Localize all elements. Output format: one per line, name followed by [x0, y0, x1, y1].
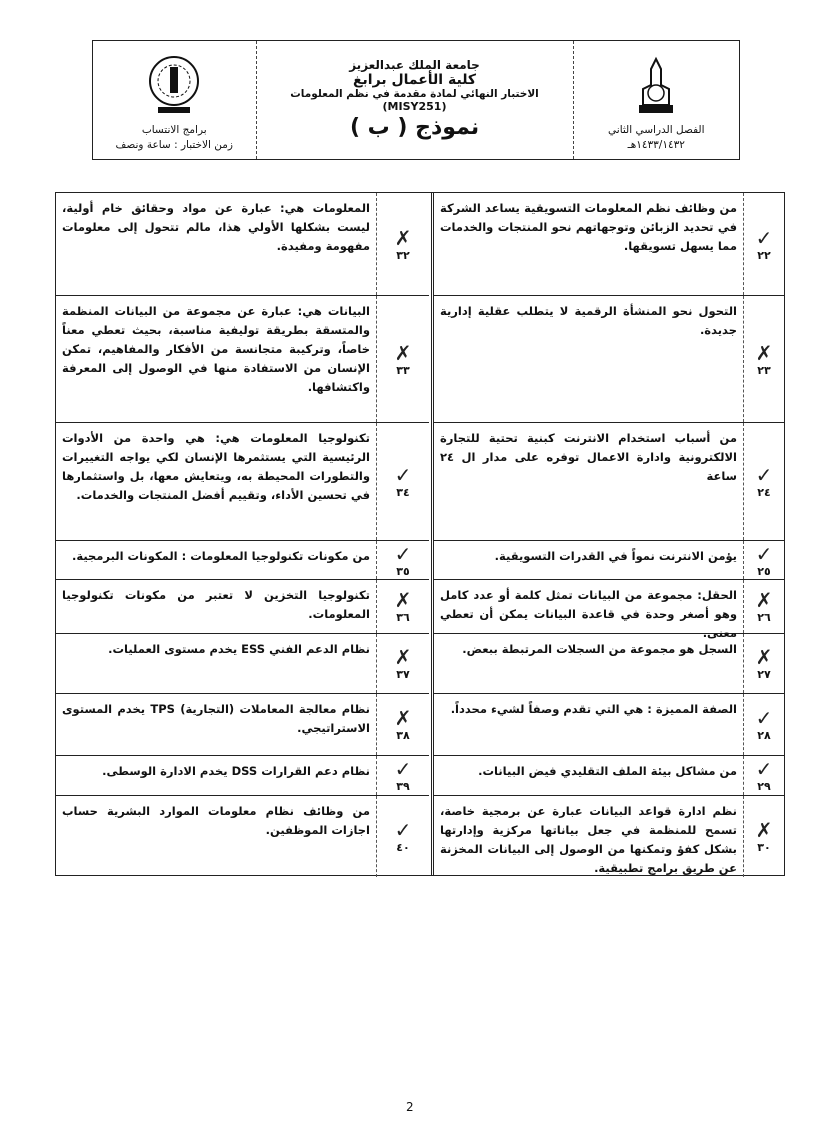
- cross-mark-icon: ✗: [394, 340, 412, 365]
- question-row: [434, 796, 784, 877]
- questions-table: [55, 192, 785, 876]
- question-number-cell: [743, 796, 784, 877]
- exam-duration: زمن الاختبار : ساعة ونصف: [115, 139, 233, 151]
- cross-mark-icon: ✗: [755, 588, 773, 612]
- course-code: (MISY251): [382, 99, 447, 113]
- program: برامج الانتساب: [141, 124, 207, 136]
- question-text: من وظائف نظام معلومات الموارد البشرية حساب اجازات الموظفين.: [62, 804, 370, 837]
- question-row: [434, 193, 784, 296]
- question-row: [56, 193, 429, 296]
- question-number-cell: [376, 193, 429, 295]
- question-number-cell: [376, 796, 429, 877]
- question-text: نظام الدعم الفني ESS يخدم مستوى العمليات.: [108, 642, 370, 656]
- question-number-cell: [743, 580, 784, 633]
- question-row: [434, 541, 784, 580]
- question-number: ٣٠: [757, 841, 771, 854]
- cross-mark-icon: ✗: [394, 706, 412, 730]
- check-mark-icon: ✓: [755, 706, 773, 730]
- cross-mark-icon: ✗: [394, 645, 412, 669]
- check-mark-icon: ✓: [394, 541, 412, 566]
- cross-mark-icon: ✗: [755, 645, 773, 669]
- check-mark-icon: ✓: [755, 463, 773, 487]
- question-number-cell: [376, 634, 429, 693]
- question-text: تكنولوجيا التخزين لا تعتبر من مكونات تكنولوجيا المعلومات.: [62, 588, 370, 621]
- academic-year: ١٤٣٣/١٤٣٢هـ: [627, 139, 685, 151]
- question-number-cell: [743, 541, 784, 579]
- question-number: ٢٧: [757, 668, 771, 681]
- check-mark-icon: ✓: [394, 463, 412, 487]
- cross-mark-icon: ✗: [394, 588, 412, 612]
- question-text: من مكونات تكنولوجيا المعلومات : المكونات البرمجية.: [71, 549, 370, 563]
- exam-model: نموذج ( ب ): [349, 114, 480, 140]
- question-row: [56, 541, 429, 580]
- question-row: [56, 296, 429, 423]
- question-row: [434, 580, 784, 640]
- question-number-cell: [376, 580, 429, 633]
- question-number: ٣٩: [396, 780, 410, 793]
- question-row: [434, 756, 784, 796]
- question-number-cell: [376, 541, 429, 579]
- question-number: ٢٤: [757, 486, 771, 499]
- question-text: من وظائف نظم المعلومات التسويقية يساعد الشركة في تحديد الزبائن وتوجهاتهم نحو المنتجات والخدمات مما يسهل تسويقها.: [440, 201, 737, 253]
- question-text: نظام معالجة المعاملات (التجارية) TPS يخدم المستوى الاستراتيجي.: [62, 702, 370, 735]
- question-text: السجل هو مجموعة من السجلات المرتبطة ببعض.: [462, 642, 737, 656]
- question-number: ٤٠: [396, 841, 410, 854]
- question-row: [56, 796, 429, 877]
- question-row: [56, 580, 429, 634]
- question-number: ٢٥: [757, 564, 771, 578]
- question-number: ٢٢: [757, 248, 771, 262]
- question-row: [56, 634, 429, 694]
- university-logo-icon: [631, 55, 681, 117]
- university-name: جامعة الملك عبدالعزيز: [349, 57, 480, 72]
- question-row: [434, 296, 784, 423]
- header-right: [573, 41, 739, 159]
- question-number: ٢٨: [757, 729, 771, 742]
- question-number: ٢٣: [757, 363, 771, 377]
- left-questions-column: [56, 193, 429, 875]
- question-number: ٣٨: [396, 729, 410, 742]
- question-text: نظم ادارة قواعد البيانات عبارة عن برمجية خاصة، تسمح للمنظمة في جعل بياناتها مركزية وإدارتها بشكل كفؤ وتمكنها من الوصول إلى البيانات المخزنة عن طريق برامج تطبيقية.: [440, 804, 737, 875]
- question-text: التحول نحو المنشأة الرقمية لا يتطلب عقلية إدارية جديدة.: [440, 304, 737, 337]
- question-number: ٣٤: [396, 486, 410, 499]
- question-row: [56, 756, 429, 796]
- header-left: [93, 41, 256, 159]
- cross-mark-icon: ✗: [394, 225, 412, 250]
- question-text: المعلومات هي: عبارة عن مواد وحقائق خام أولية، ليست بشكلها الأولي هذا، مالم تتحول إلى معلومات مفهومة ومفيدة.: [62, 201, 370, 253]
- question-row: [434, 694, 784, 756]
- right-questions-column: [431, 193, 784, 875]
- question-text: من مشاكل بيئة الملف التقليدي فيض البيانات.: [478, 764, 737, 778]
- question-number-cell: [376, 296, 429, 422]
- question-number-cell: [376, 694, 429, 755]
- college-logo-icon: [142, 53, 206, 117]
- cross-mark-icon: ✗: [755, 340, 773, 365]
- check-mark-icon: ✓: [755, 757, 773, 781]
- check-mark-icon: ✓: [755, 541, 773, 566]
- question-number: ٢٩: [757, 780, 771, 793]
- question-number-cell: [743, 634, 784, 693]
- question-text: الحقل: مجموعة من البيانات تمثل كلمة أو عدد كامل وهو أصغر وحدة في قاعدة البيانات يمكن أن تعطي معنى.: [440, 588, 737, 640]
- question-number-cell: [743, 193, 784, 295]
- cross-mark-icon: ✗: [755, 818, 773, 842]
- question-number-cell: [376, 756, 429, 795]
- check-mark-icon: ✓: [755, 225, 773, 250]
- question-text: الصفة المميزة : هي التي تقدم وصفاً لشيء محدداً.: [450, 702, 737, 716]
- check-mark-icon: ✓: [394, 818, 412, 842]
- question-number-cell: [743, 423, 784, 540]
- header-middle: [256, 41, 573, 159]
- question-text: من أسباب استخدام الانترنت كبنية تحتية للتجارة الالكترونية وادارة الاعمال توفره على مدار ال ٢٤ ساعة: [440, 431, 737, 483]
- question-number: ٣٣: [396, 363, 410, 377]
- college-name: كلية الأعمال برابغ: [352, 71, 477, 88]
- semester: الفصل الدراسي الثاني: [608, 124, 705, 136]
- question-number-cell: [376, 423, 429, 540]
- question-number-cell: [743, 296, 784, 422]
- question-number-cell: [743, 694, 784, 755]
- question-number: ٣٥: [396, 564, 410, 578]
- question-row: [434, 634, 784, 694]
- question-number: ٣٦: [396, 611, 410, 624]
- question-text: يؤمن الانترنت نمواً في القدرات التسويقية.: [494, 549, 737, 563]
- question-row: [434, 423, 784, 541]
- question-text: البيانات هي: عبارة عن مجموعة من البيانات المنظمة والمتسقة بطريقة توليفية مناسبة، بحيث تعطي معناً خاصاً، وتركيبة متجانسة من الأفكار والمفاهيم، تمكن الإنسان من الاستفادة منها في الوصول إلى المعرفة واكتشافها.: [62, 304, 370, 394]
- question-row: [56, 694, 429, 756]
- question-row: [56, 423, 429, 541]
- check-mark-icon: ✓: [394, 757, 412, 781]
- exam-header: [92, 40, 740, 160]
- question-number: ٢٦: [757, 611, 771, 624]
- question-number: ٣٢: [396, 248, 410, 262]
- question-number-cell: [743, 756, 784, 795]
- question-text: تكنولوجيا المعلومات هي: هي واحدة من الأدوات الرئيسية التي يستثمرها الإنسان لكي يواجه التغييرات والتطورات المحيطة به، ويتعايش معها، بل واستثمارها في تحسين الأداء، وتقييم أفضل المنتجات والخدمات.: [62, 431, 370, 502]
- exam-title: الاختبار النهائي لمادة مقدمة في نظم المعلومات: [290, 87, 539, 100]
- page-number: 2: [406, 1100, 414, 1114]
- question-text: نظام دعم القرارات DSS يخدم الادارة الوسطى.: [102, 764, 370, 778]
- question-number: ٣٧: [396, 668, 410, 681]
